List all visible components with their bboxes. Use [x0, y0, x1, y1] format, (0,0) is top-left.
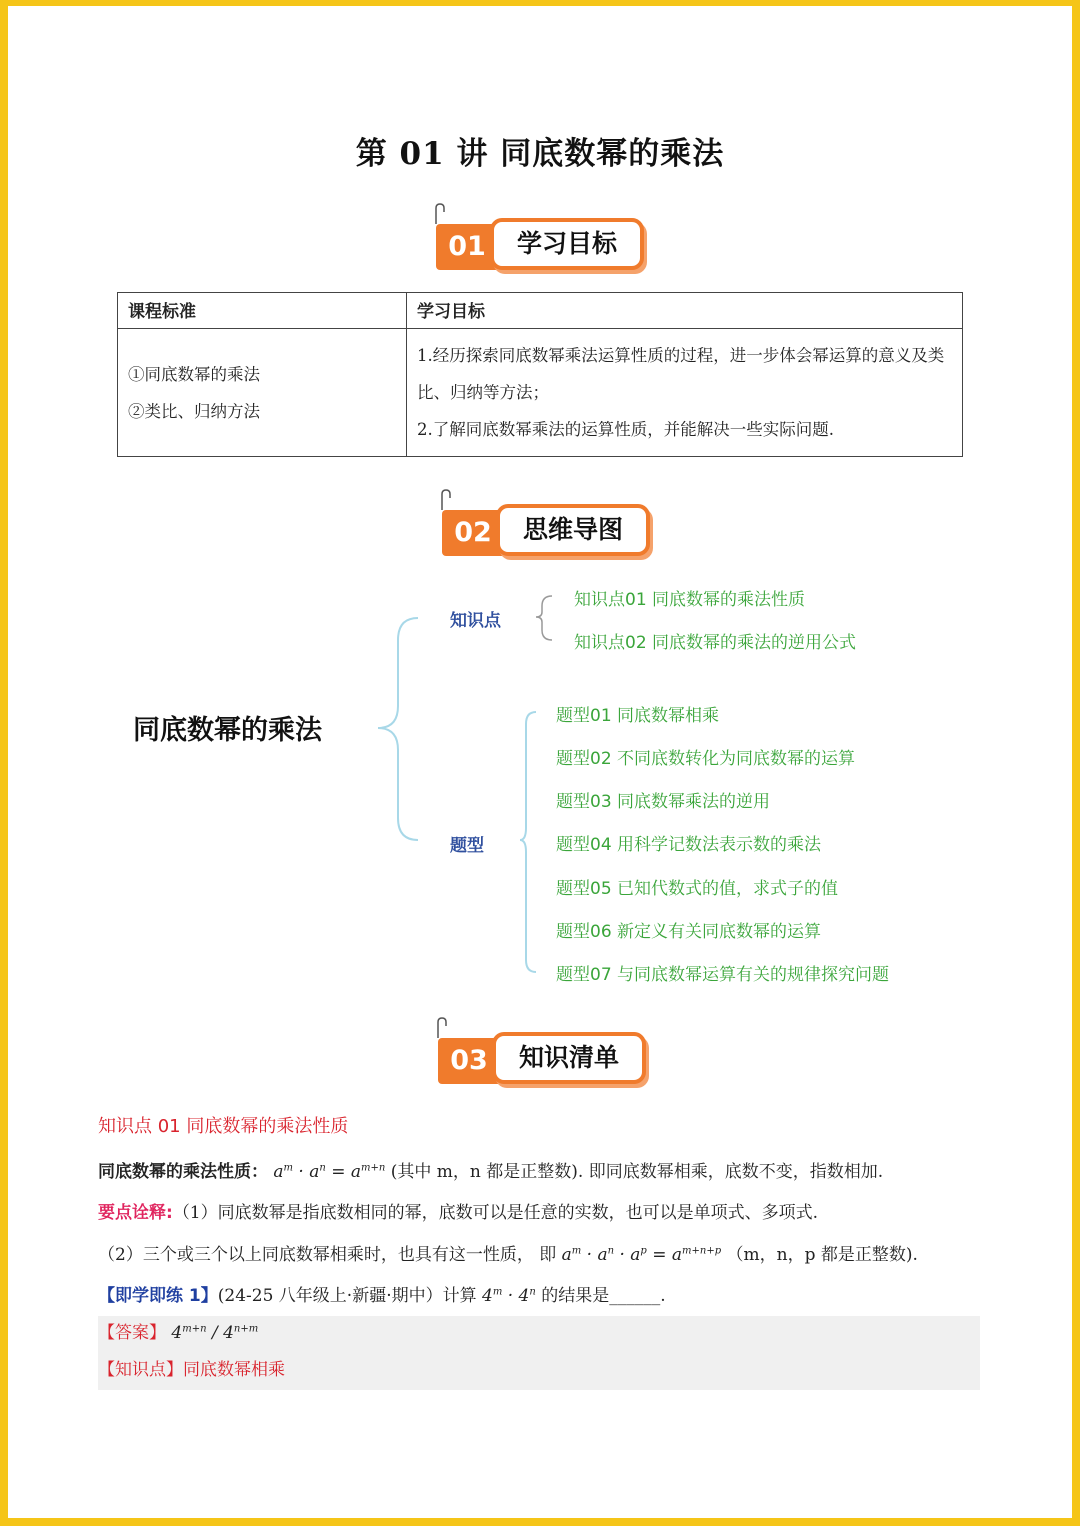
mindmap-category-knowledge: 知识点 [450, 611, 501, 631]
paperclip-icon [436, 488, 454, 512]
answer-line [98, 1318, 258, 1343]
mindmap-knowledge-item: 知识点01 同底数幂的乘法性质 [574, 590, 806, 610]
goal-item: 2.了解同底数幂乘法的运算性质，并能解决一些实际问题. [417, 420, 834, 439]
section-label: 学习目标 [490, 218, 644, 270]
mindmap-type-item: 题型06 新定义有关同底数幂的运算 [556, 922, 822, 942]
mindmap-type-item: 题型02 不同底数转化为同底数幂的运算 [556, 749, 856, 769]
answer-label: 【答案】 [98, 1323, 166, 1343]
practice-text: (24-25 八年级上·新疆·期中）计算 [217, 1286, 477, 1306]
goals-cell [407, 329, 963, 457]
note-text: （m，n，p 都是正整数). [726, 1245, 918, 1265]
goal-item: 1.经历探索同底数幂乘法运算性质的过程，进一步体会幂运算的意义及类比、归纳等方法； [417, 346, 945, 402]
standard-item: ①同底数幂的乘法 [128, 364, 260, 384]
mindmap-type-item: 题型05 已知代数式的值，求式子的值 [556, 879, 839, 899]
property-text: (其中 m，n 都是正整数). 即同底数幂相乘，底数不变，指数相加. [390, 1162, 884, 1182]
mindmap-root: 同底数幂的乘法 [133, 715, 322, 746]
standards-cell [118, 329, 407, 457]
answer-formula: $4^{m+n} / 4^{n+m}$ [171, 1323, 259, 1343]
mindmap-type-item: 题型03 同底数幂乘法的逆用 [556, 792, 771, 812]
table-header: 学习目标 [407, 293, 963, 329]
knowledge-tag: 同底数幂相乘 [183, 1360, 285, 1380]
practice-tail: 的结果是______. [541, 1286, 666, 1306]
section-label: 知识清单 [492, 1032, 646, 1084]
property-line [98, 1157, 883, 1182]
section-number: 02 [442, 510, 504, 556]
formula: $4^m \cdot 4^n$ [482, 1286, 536, 1306]
section-badge-02 [442, 504, 648, 556]
objectives-table [117, 292, 963, 457]
knowledge-point-title: 知识点 01 同底数幂的乘法性质 [98, 1116, 349, 1137]
practice-label: 【即学即练 1】 [98, 1286, 218, 1306]
section-badge-03 [438, 1032, 644, 1084]
paperclip-icon [430, 202, 448, 226]
section-number: 01 [436, 224, 498, 270]
property-label: 同底数幂的乘法性质： [98, 1162, 268, 1182]
mindmap-type-item: 题型01 同底数幂相乘 [556, 706, 720, 726]
knowledge-tag-label: 【知识点】 [98, 1360, 183, 1380]
section-label: 思维导图 [496, 504, 650, 556]
table-header: 课程标准 [118, 293, 407, 329]
note-line-1 [98, 1198, 818, 1223]
practice-line [98, 1281, 666, 1306]
note-text: （1）同底数幂是指底数相同的幂，底数可以是任意的实数，也可以是单项式、多项式. [172, 1203, 819, 1223]
section-number: 03 [438, 1038, 500, 1084]
note-text: （2）三个或三个以上同底数幂相乘时，也具有这一性质， 即 [98, 1245, 557, 1265]
page-title: 第 01 讲 同底数幂的乘法 [355, 136, 725, 172]
mindmap-type-item: 题型07 与同底数幂运算有关的规律探究问题 [556, 965, 890, 985]
mindmap-knowledge-item: 知识点02 同底数幂的乘法的逆用公式 [574, 633, 857, 653]
formula: $a^m \cdot a^n = a^{m+n}$ [273, 1162, 386, 1182]
paperclip-icon [432, 1016, 450, 1040]
formula: $a^m \cdot a^n \cdot a^p = a^{m+n+p}$ [561, 1245, 722, 1265]
standard-item: ②类比、归纳方法 [128, 401, 260, 421]
mindmap-category-types: 题型 [450, 836, 484, 856]
mindmap-type-item: 题型04 用科学记数法表示数的乘法 [556, 835, 822, 855]
knowledge-tag-line [98, 1355, 285, 1380]
note-line-2 [98, 1240, 918, 1265]
note-label: 要点诠释: [98, 1203, 173, 1223]
section-badge-01 [436, 218, 642, 270]
